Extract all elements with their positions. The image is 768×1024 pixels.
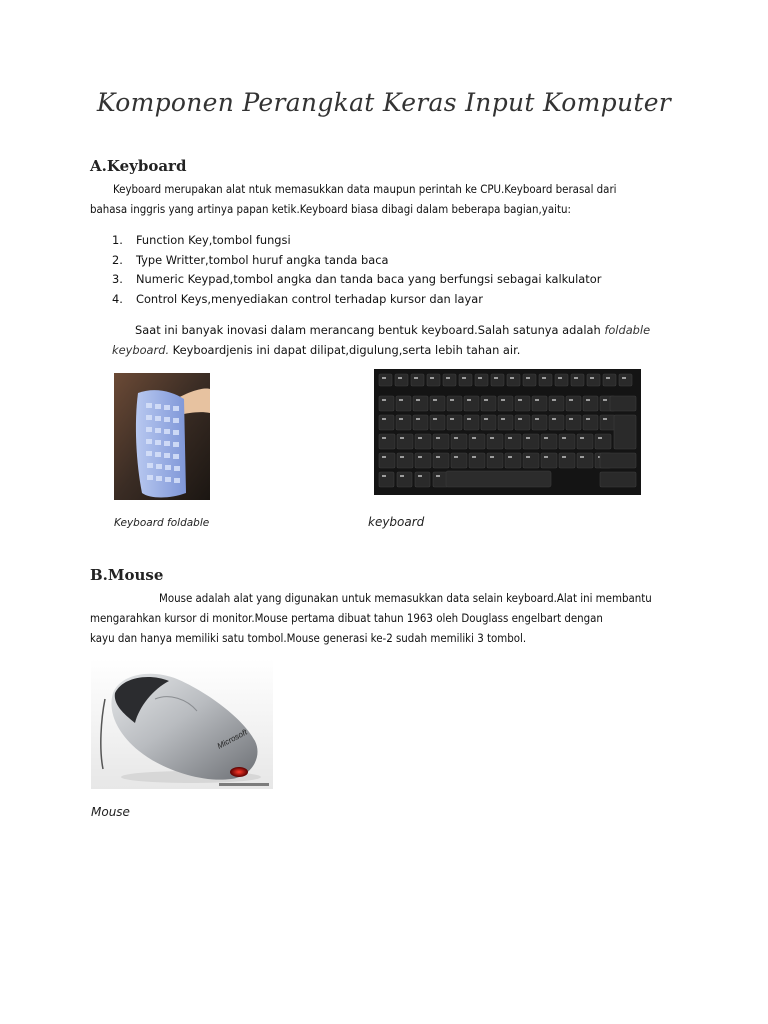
keyboard-key xyxy=(459,374,472,386)
keyboard-key xyxy=(451,453,467,468)
key-glyph xyxy=(526,456,530,458)
key-glyph xyxy=(416,399,420,401)
caption-mouse: Mouse xyxy=(91,805,130,819)
list-item xyxy=(112,251,601,271)
keyboard-key xyxy=(433,453,449,468)
keyboard-key xyxy=(415,472,430,487)
keyboard-key xyxy=(515,415,530,430)
key-glyph xyxy=(622,377,626,379)
keyboard-key xyxy=(487,434,503,449)
key-glyph xyxy=(433,418,437,420)
keyboard-key xyxy=(523,434,539,449)
keyboard-key xyxy=(379,396,394,411)
key-glyph xyxy=(436,456,440,458)
keyboard-key xyxy=(487,453,503,468)
keyboard-key xyxy=(507,374,520,386)
list-item xyxy=(112,270,601,290)
list-item xyxy=(112,290,601,310)
key-glyph xyxy=(436,475,440,477)
keyboard-key xyxy=(397,434,413,449)
key-glyph xyxy=(382,418,386,420)
key-glyph xyxy=(467,399,471,401)
keyboard-key xyxy=(397,472,412,487)
keyboard-key xyxy=(443,374,456,386)
keyboard-key xyxy=(619,374,632,386)
key-glyph xyxy=(484,418,488,420)
keyboard-key xyxy=(379,415,394,430)
keyboard-key xyxy=(505,453,521,468)
key-glyph xyxy=(400,475,404,477)
key-glyph xyxy=(586,418,590,420)
key-glyph xyxy=(399,418,403,420)
keyboard-key xyxy=(481,396,496,411)
key-glyph xyxy=(382,399,386,401)
key-glyph xyxy=(490,437,494,439)
keyboard-key xyxy=(469,434,485,449)
list-text: Control Keys,menyediakan control terhadap kursor dan layar xyxy=(136,291,483,306)
key-glyph xyxy=(544,456,548,458)
keyboard-key xyxy=(515,396,530,411)
key-glyph xyxy=(450,399,454,401)
list-item xyxy=(112,231,601,251)
key-glyph xyxy=(510,377,514,379)
key-glyph xyxy=(562,456,566,458)
key-glyph xyxy=(569,399,573,401)
key-glyph xyxy=(542,377,546,379)
keyboard-key xyxy=(532,396,547,411)
key-glyph xyxy=(382,456,386,458)
key-glyph xyxy=(418,475,422,477)
key-glyph xyxy=(446,377,450,379)
key-glyph xyxy=(544,437,548,439)
keyboard-key xyxy=(523,453,539,468)
keyboard-key xyxy=(413,415,428,430)
key-glyph xyxy=(569,418,573,420)
keyboard-key xyxy=(559,453,575,468)
keyboard-key xyxy=(447,396,462,411)
keyboard-paragraph-line-1: Keyboard merupakan alat ntuk memasukkan data maupun perintah ke CPU.Keyboard berasal dari xyxy=(113,182,617,196)
key-glyph xyxy=(472,437,476,439)
key-glyph xyxy=(580,456,584,458)
keyboard-key-wide xyxy=(600,472,636,487)
mouse-paragraph-line-2: mengarahkan kursor di monitor.Mouse pertama dibuat tahun 1963 oleh Douglass engelbart dengan xyxy=(90,611,603,625)
keyboard-key xyxy=(603,374,616,386)
keyboard-key xyxy=(411,374,424,386)
list-number: 1. xyxy=(112,233,123,247)
key-glyph xyxy=(433,399,437,401)
list-text: Function Key,tombol fungsi xyxy=(136,233,291,247)
keyboard-key xyxy=(583,415,598,430)
key-glyph xyxy=(562,437,566,439)
keyboard-key xyxy=(549,396,564,411)
foldable-term: foldable xyxy=(604,323,651,337)
foldable-keyboard-image xyxy=(114,373,210,500)
list-number: 3. xyxy=(112,272,123,287)
caption-keyboard: keyboard xyxy=(368,515,425,529)
key-glyph xyxy=(416,418,420,420)
keyboard-key xyxy=(571,374,584,386)
keyboard-key xyxy=(451,434,467,449)
key-glyph xyxy=(414,377,418,379)
key-glyph xyxy=(526,377,530,379)
keyboard-key xyxy=(433,434,449,449)
key-glyph xyxy=(400,456,404,458)
key-glyph xyxy=(436,437,440,439)
key-glyph xyxy=(418,456,422,458)
keyboard-key xyxy=(379,434,395,449)
key-glyph xyxy=(494,377,498,379)
keyboard-key xyxy=(395,374,408,386)
foldable-paragraph-text: Saat ini banyak inovasi dalam merancang bentuk keyboard.Salah satunya adalah xyxy=(135,323,605,337)
list-text: Type Writter,tombol huruf angka tanda baca xyxy=(136,252,389,267)
mouse-paragraph-line-1: Mouse adalah alat yang digunakan untuk memasukkan data selain keyboard.Alat ini membantu xyxy=(159,591,652,605)
key-glyph xyxy=(467,418,471,420)
key-glyph xyxy=(558,377,562,379)
keyboard-key xyxy=(555,374,568,386)
keyboard-key xyxy=(469,453,485,468)
keyboard-key xyxy=(587,374,600,386)
keyboard-key xyxy=(583,396,598,411)
key-glyph xyxy=(535,418,539,420)
key-glyph xyxy=(574,377,578,379)
key-glyph xyxy=(484,399,488,401)
key-glyph xyxy=(508,456,512,458)
keyboard-key-wide xyxy=(610,396,636,411)
keyboard-key-wide xyxy=(614,415,636,449)
key-glyph xyxy=(508,437,512,439)
key-glyph xyxy=(580,437,584,439)
key-glyph xyxy=(518,399,522,401)
list-text: Numeric Keypad,tombol angka dan tanda baca yang berfungsi sebagai kalkulator xyxy=(136,272,602,287)
key-glyph xyxy=(454,456,458,458)
key-glyph xyxy=(606,377,610,379)
keyboard-key xyxy=(379,374,392,386)
keyboard-key xyxy=(577,453,593,468)
foldable-paragraph xyxy=(112,320,672,360)
keyboard-key xyxy=(397,453,413,468)
key-glyph xyxy=(598,437,602,439)
keyboard-key xyxy=(523,374,536,386)
keyboard-image xyxy=(374,369,641,495)
section-heading-keyboard: A.Keyboard xyxy=(90,157,187,175)
keyboard-key xyxy=(491,374,504,386)
key-glyph xyxy=(535,399,539,401)
keyboard-key xyxy=(541,434,557,449)
mouse-brand-logo: Microsoft xyxy=(215,727,249,751)
keyboard-key xyxy=(600,415,615,430)
key-glyph xyxy=(399,399,403,401)
keyboard-key xyxy=(415,434,431,449)
key-glyph xyxy=(462,377,466,379)
list-number: 2. xyxy=(112,252,123,267)
key-glyph xyxy=(400,437,404,439)
keyboard-key xyxy=(505,434,521,449)
list-number: 4. xyxy=(112,291,123,306)
key-glyph xyxy=(478,377,482,379)
key-glyph xyxy=(382,437,386,439)
keyboard-key xyxy=(498,415,513,430)
key-glyph xyxy=(418,437,422,439)
keyboard-key xyxy=(379,472,394,487)
foldable-term-2: keyboard. xyxy=(112,343,170,357)
key-glyph xyxy=(430,377,434,379)
key-glyph xyxy=(472,456,476,458)
keyboard-key-wide xyxy=(600,453,636,468)
keyboard-key xyxy=(481,415,496,430)
key-glyph xyxy=(552,418,556,420)
keyboard-key xyxy=(396,396,411,411)
caption-foldable-keyboard: Keyboard foldable xyxy=(114,517,210,529)
section-heading-mouse: B.Mouse xyxy=(90,566,164,584)
keyboard-key xyxy=(427,374,440,386)
keyboard-key xyxy=(566,396,581,411)
keyboard-key xyxy=(475,374,488,386)
key-glyph xyxy=(454,437,458,439)
keyboard-key xyxy=(430,396,445,411)
key-glyph xyxy=(382,475,386,477)
keyboard-parts-list xyxy=(112,231,601,309)
keyboard-key xyxy=(549,415,564,430)
keyboard-key xyxy=(430,415,445,430)
key-glyph xyxy=(552,399,556,401)
mouse-paragraph-line-3: kayu dan hanya memiliki satu tombol.Mouse generasi ke-2 sudah memiliki 3 tombol. xyxy=(90,631,527,645)
keyboard-key xyxy=(498,396,513,411)
keyboard-key xyxy=(464,415,479,430)
key-glyph xyxy=(501,399,505,401)
key-glyph xyxy=(450,418,454,420)
keyboard-key xyxy=(396,415,411,430)
key-glyph xyxy=(526,437,530,439)
mouse-image xyxy=(91,659,273,789)
key-glyph xyxy=(398,377,402,379)
mouse-paragraph xyxy=(90,588,680,648)
foldable-paragraph-end: Keyboardjenis ini dapat dilipat,digulung,serta lebih tahan air. xyxy=(169,343,521,357)
key-glyph xyxy=(382,377,386,379)
keyboard-key xyxy=(595,434,611,449)
keyboard-key xyxy=(415,453,431,468)
page-title: Komponen Perangkat Keras Input Komputer xyxy=(96,88,672,117)
keyboard-key xyxy=(413,396,428,411)
key-glyph xyxy=(590,377,594,379)
keyboard-paragraph xyxy=(90,179,680,219)
key-glyph xyxy=(603,418,607,420)
key-glyph xyxy=(518,418,522,420)
keyboard-key xyxy=(464,396,479,411)
key-glyph xyxy=(586,399,590,401)
keyboard-key xyxy=(379,453,395,468)
key-glyph xyxy=(501,418,505,420)
keyboard-key xyxy=(566,415,581,430)
keyboard-paragraph-line-2: bahasa inggris yang artinya papan ketik.Keyboard biasa dibagi dalam beberapa bagian,yaitu: xyxy=(90,202,571,216)
keyboard-key xyxy=(539,374,552,386)
keyboard-key xyxy=(577,434,593,449)
keyboard-key xyxy=(447,415,462,430)
key-glyph xyxy=(603,399,607,401)
keyboard-key xyxy=(541,453,557,468)
key-glyph xyxy=(490,456,494,458)
keyboard-key xyxy=(559,434,575,449)
keyboard-key xyxy=(532,415,547,430)
